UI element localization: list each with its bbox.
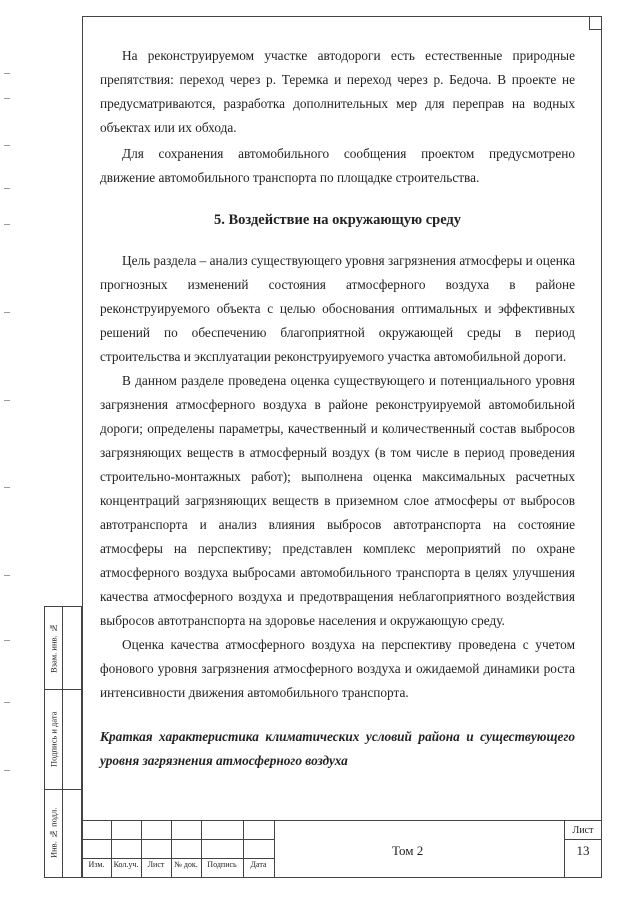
side-label-vzam: Взам. инв. №: [48, 623, 59, 673]
col-kol: Кол.уч.: [113, 860, 139, 869]
sheet-number: 13: [576, 843, 590, 858]
col-ndok: № док.: [174, 860, 198, 869]
side-label-signature: Подпись и дата: [48, 711, 59, 767]
title-block: [82, 820, 602, 878]
paragraph: На реконструируемом участке автодороги есть естественные природные препятствия: переход через р. Теремка и переход через р. Бедоча. В проекте не предусматриваются, разработка дополнительных мер для переправ на водных объектах или их обхода.: [100, 48, 575, 135]
side-stamp: [44, 606, 82, 878]
volume-label: Том 2: [392, 843, 424, 858]
paragraph: В данном разделе проведена оценка существующего и потенциального уровня загрязнения атмосферного воздуха в районе реконструируемой автомобильной дороги; определены параметры, качественный и количественный состав выбросов загрязняющих веществ в атмосферный воздух (в том числе в период проведения строительно-монтажных работ); выполнена оценка максимальных расчетных концентраций загрязняющих веществ в приземном слое атмосферы от выбросов автотранспорта и анализ влияния выбросов автотранспорта на состояние атмосферы на перспективу; представлен комплекс мероприятий по охране атмосферного воздуха выбросами автомобильного транспорта в целях улучшения качества атмосферного воздуха и предотвращения неблагоприятного воздействия выбросов автотранспорта на здоровье населения и окружающую среду.: [100, 373, 575, 628]
paragraph: Оценка качества атмосферного воздуха на перспективу проведена с учетом фонового уровня загрязнения атмосферного воздуха и ожидаемой динамики роста интенсивности движения автомобильного транспорта.: [100, 637, 575, 700]
side-label-inv: Инв. № подл.: [48, 807, 59, 859]
subsection-heading: Краткая характеристика климатических условий района и существующего уровня загрязнения атмосферного воздуха: [100, 729, 575, 768]
col-podpis: Подпись: [207, 860, 237, 869]
document-body: [100, 44, 575, 773]
col-izm: Изм.: [88, 860, 105, 869]
col-data: Дата: [250, 860, 267, 869]
sheet-label: Лист: [572, 825, 594, 836]
paragraph: Цель раздела – анализ существующего уровня загрязнения атмосферы и оценка прогнозных изменений состояния атмосферного воздуха в районе реконструируемого объекта с целью обоснования оптимальных и эффективных решений по обеспечению благоприятной окружающей среды в период строительства и эксплуатации реконструируемого участка автомобильной дороги.: [100, 253, 575, 364]
section-heading: 5. Воздействие на окружающую среду: [213, 212, 462, 228]
paragraph: Для сохранения автомобильного сообщения проектом предусмотрено движение автомобильного транспорта по площадке строительства.: [100, 146, 575, 185]
col-list: Лист: [147, 860, 165, 869]
frame-corner-box: [589, 16, 602, 30]
